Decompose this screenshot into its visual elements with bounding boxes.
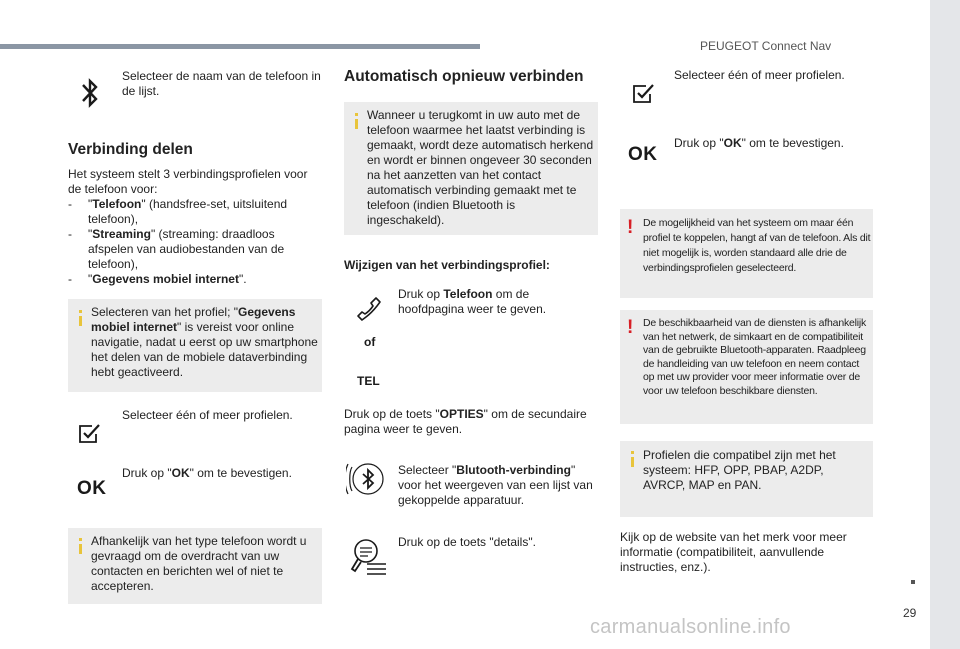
list-item: - "Telefoon" (handsfree-set, uitsluitend telefoon), — [68, 197, 288, 226]
phone-handset-icon — [355, 295, 383, 323]
warning-note-services: De beschikbaarheid van de diensten is afhankelijk van het netwerk, de simkaart en de compatibiliteit van de gebruikte Bluetooth-apparaten. Raadpleeg de handleiding van uw telefoon en neem contact op met uw provider voor meer informatie over de voor uw telefoon beschikbare diensten. — [643, 317, 867, 397]
or-label: of — [364, 335, 376, 349]
ok-confirm-text: Druk op "OK" om te bevestigen. — [674, 136, 844, 150]
bluetooth-icon — [80, 76, 100, 110]
checkbox-tick-icon — [632, 83, 656, 105]
page-dot — [911, 580, 915, 584]
bt-select-text: Selecteer de naam van de telefoon in de lijst. — [122, 69, 321, 98]
details-text: Druk op de toets "details". — [398, 535, 536, 549]
details-list-icon — [350, 537, 388, 579]
info-icon — [79, 544, 82, 554]
info-icon — [631, 451, 634, 454]
list-item: - "Streaming" (streaming: draadloos afspelen van audiobestanden van de telefoon), — [68, 227, 285, 271]
info-icon — [631, 457, 634, 467]
info-note-reconnect: Wanneer u terugkomt in uw auto met de telefoon waarmee het laatst verbinding is gemaakt, wordt deze automatisch herkend en wordt er binnen ongeveer 30 seconden na het aanzetten van het contact automatisch verbinding gemaakt met te telefoon (indien Bluetooth is ingeschakeld). — [367, 108, 594, 227]
list-item: - "Gegevens mobiel internet". — [68, 272, 247, 286]
website-text: Kijk op de website van het merk voor meer informatie (compatibiliteit, aanvullende instructies, enz.). — [620, 530, 847, 574]
intro-text: Het systeem stelt 3 verbindingsprofielen voor de telefoon voor: — [68, 167, 308, 196]
ok-icon: OK — [77, 478, 107, 499]
ok-confirm-text: Druk op "OK" om te bevestigen. — [122, 466, 292, 480]
bt-connection-text: Selecteer "Blutooth-verbinding" voor het weergeven van een lijst van gekoppelde apparatuur. — [398, 463, 593, 507]
tel-button-label: TEL — [357, 374, 380, 388]
bluetooth-search-icon — [346, 459, 386, 499]
info-icon — [355, 113, 358, 116]
section-title-verbinding-delen: Verbinding delen — [68, 141, 193, 158]
subheading-change-profile: Wijzigen van het verbindingsprofiel: — [344, 258, 550, 272]
warning-note-profile: De mogelijkheid van het systeem om maar één profiel te koppelen, hangt af van de telefoon. Als dit niet mogelijk is, worden standaard alle drie de verbindingsprofielen geselecteerd. — [643, 217, 871, 274]
info-icon — [79, 310, 82, 313]
page-number: 29 — [903, 606, 917, 620]
info-icon — [355, 119, 358, 129]
warning-exclamation-icon: ! — [627, 217, 634, 238]
section-title-auto-reconnect: Automatisch opnieuw verbinden — [344, 68, 584, 85]
options-text: Druk op de toets "OPTIES" om de secundaire pagina weer te geven. — [344, 407, 587, 436]
info-note-compatible: Profielen die compatibel zijn met het systeem: HFP, OPP, PBAP, A2DP, AVRCP, MAP en PAN. — [643, 448, 836, 492]
info-note-contacts: Afhankelijk van het type telefoon wordt u gevraagd om de overdracht van uw contacten en berichten wel of niet te accepteren. — [91, 534, 307, 593]
profile-list — [68, 197, 320, 287]
header-bar — [0, 44, 480, 49]
page-header: PEUGEOT Connect Nav — [700, 39, 832, 53]
warning-exclamation-icon: ! — [627, 317, 634, 338]
phone-text: Druk op Telefoon om de hoofdpagina weer te geven. — [398, 287, 547, 316]
select-profiles-text: Selecteer één of meer profielen. — [122, 408, 293, 422]
checkbox-tick-icon — [78, 423, 102, 445]
watermark: carmanualsonline.info — [590, 616, 791, 638]
select-profiles-text: Selecteer één of meer profielen. — [674, 68, 845, 82]
info-icon — [79, 316, 82, 326]
right-margin-band — [930, 0, 960, 649]
info-icon — [79, 538, 82, 541]
ok-icon: OK — [628, 144, 658, 165]
info-note-profile: Selecteren van het profiel; "Gegevens mobiel internet" is vereist voor online navigatie, nadat u eerst op uw smartphone het delen van de mobiele dataverbinding hebt geactiveerd. — [91, 305, 318, 379]
